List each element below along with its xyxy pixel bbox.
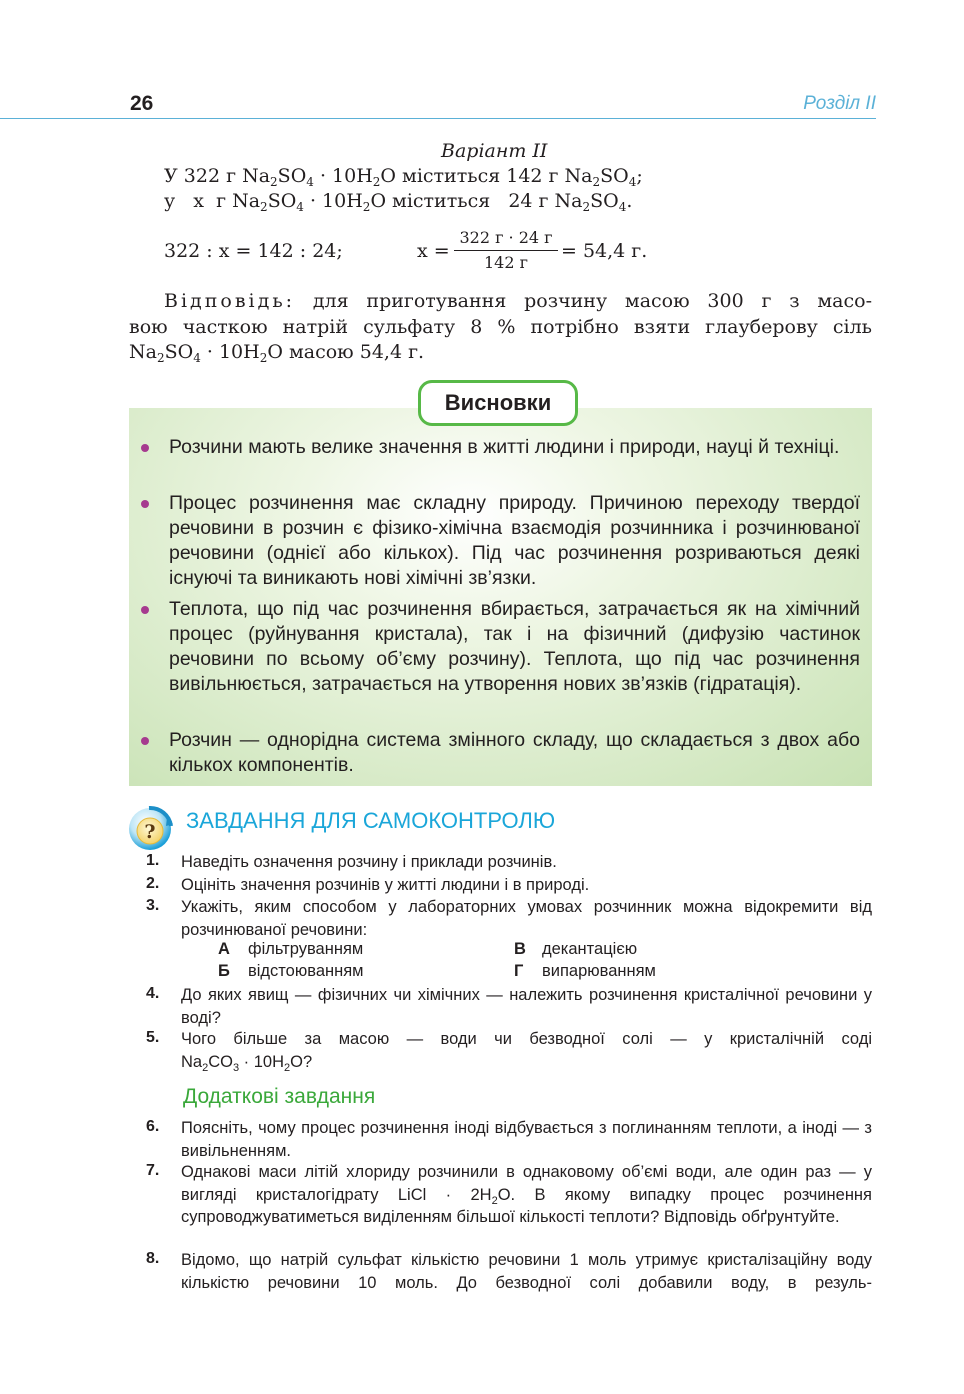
task-text: Чого більше за масою — води чи безводної солі — у кристалічній соді <box>181 1030 872 1048</box>
question-mark-icon <box>127 804 175 852</box>
option-text: відстоюванням <box>248 962 364 980</box>
task-number: 8. <box>146 1250 160 1267</box>
task-text: Однакові маси літій хлориду розчинили в однаковому об’ємі води, але один раз — у вигляді кристалогідрату LiCl · $2H_2O$. В якому випадку процес розчинення супроводжуватиметься виділенням більшої кількості теплоти? Відповідь обґрунтуйте. <box>181 1163 872 1226</box>
section-title: Розділ II <box>803 93 876 114</box>
fraction-bar <box>454 250 558 251</box>
header-divider <box>0 118 876 119</box>
proportion: 322 : x = 142 : 24; <box>164 240 343 262</box>
task-formula: $Na_2CO_3 \cdot 10H_2O$? <box>181 1053 313 1074</box>
task-number: 7. <box>146 1162 160 1179</box>
task-text: До яких явищ — фізичних чи хімічних — належить розчинення кристалічної речовини у воді? <box>181 986 872 1027</box>
conclusion-item: Розчини мають велике значення в житті людини і природи, науці й техніці. <box>169 436 840 458</box>
variant-title: Варіант II <box>441 140 548 162</box>
x-equals: x = <box>417 240 450 262</box>
option-text: декантацією <box>542 940 638 958</box>
answer-label: Відповідь: <box>164 290 296 312</box>
task-text: Укажіть, яким способом у лабораторних умовах розчинник можна відокремити від розчинюваної речовини: <box>181 898 872 939</box>
bullet-icon <box>141 444 149 452</box>
fraction-denominator: 142 г <box>483 253 528 272</box>
task-number: 3. <box>146 897 160 914</box>
task-number: 2. <box>146 875 160 892</box>
bullet-icon <box>141 737 149 745</box>
task-number: 1. <box>146 852 160 869</box>
result: = 54,4 г. <box>561 240 648 262</box>
solution-line-1: У 322 г $Na_2SO_4 \cdot 10H_2O$ міститься 142 г $Na_2SO_4$; <box>164 165 643 189</box>
page-header <box>0 88 964 120</box>
answer-line-2: вою часткою натрій сульфату 8 % потрібно взяти глауберову сіль <box>129 316 872 338</box>
task-number: 5. <box>146 1029 160 1046</box>
conclusions-title: Висновки <box>418 380 578 426</box>
task-text: Відомо, що натрій сульфат кількістю речовини 1 моль утримує кристалізаційну воду кількістю речовини 10 моль. До безводної солі добавили воду, в резуль- <box>181 1251 872 1292</box>
option-text: фільтруванням <box>248 940 364 958</box>
task-number: 4. <box>146 985 160 1002</box>
bullet-icon <box>141 606 149 614</box>
bullet-icon <box>141 500 149 508</box>
option-letter: А <box>218 940 230 958</box>
page-number: 26 <box>130 92 154 115</box>
answer-line-3: $Na_2SO_4 \cdot 10H_2O$ масою 54,4 г. <box>129 341 425 365</box>
conclusion-item: Процес розчинення має складну природу. Причиною переходу твердої речовини в розчин є фізико-хімічна взаємодія розчинника і розчинюваної речовини (однієї або кількох). Під час розчинення розриваються деякі існуючі та виникають нові хімічні зв’язки. <box>169 492 860 589</box>
task-text: Оцініть значення розчинів у житті людини і в природі. <box>181 876 590 894</box>
tasks-title: ЗАВДАННЯ ДЛЯ САМОКОНТРОЛЮ <box>186 808 556 833</box>
task-text: Наведіть означення розчину і приклади розчинів. <box>181 853 557 871</box>
option-text: випарюванням <box>542 962 656 980</box>
answer-line-1: Відповідь: для приготування розчину масою 300 г з масо- <box>164 290 872 312</box>
extra-tasks-title: Додаткові завдання <box>183 1085 376 1108</box>
task-text: Поясніть, чому процес розчинення іноді відбувається з поглинанням теплоти, а іноді — з вивільненням. <box>181 1119 872 1160</box>
svg-text:?: ? <box>144 821 156 843</box>
solution-line-2: у x г $Na_2SO_4 \cdot 10H_2O$ міститься 24 г $Na_2SO_4$. <box>164 190 633 214</box>
option-letter: В <box>514 940 526 958</box>
option-letter: Г <box>514 962 524 980</box>
option-letter: Б <box>218 962 230 980</box>
conclusion-item: Теплота, що під час розчинення вбирається, затрачається як на хімічний процес (руйнування кристала), так і на фізичний (дифузію частинок речовини по всьому об’єму розчину). Теплота, що під час розчинення вивільнюється, затрачається на утворення нових зв’язків (гідратація). <box>169 598 860 695</box>
conclusion-item: Розчин — однорідна система змінного складу, що складається з двох або кількох компонентів. <box>169 729 860 776</box>
fraction-numerator: 322 г · 24 г <box>459 228 553 247</box>
task-number: 6. <box>146 1118 160 1135</box>
fraction <box>454 228 558 272</box>
